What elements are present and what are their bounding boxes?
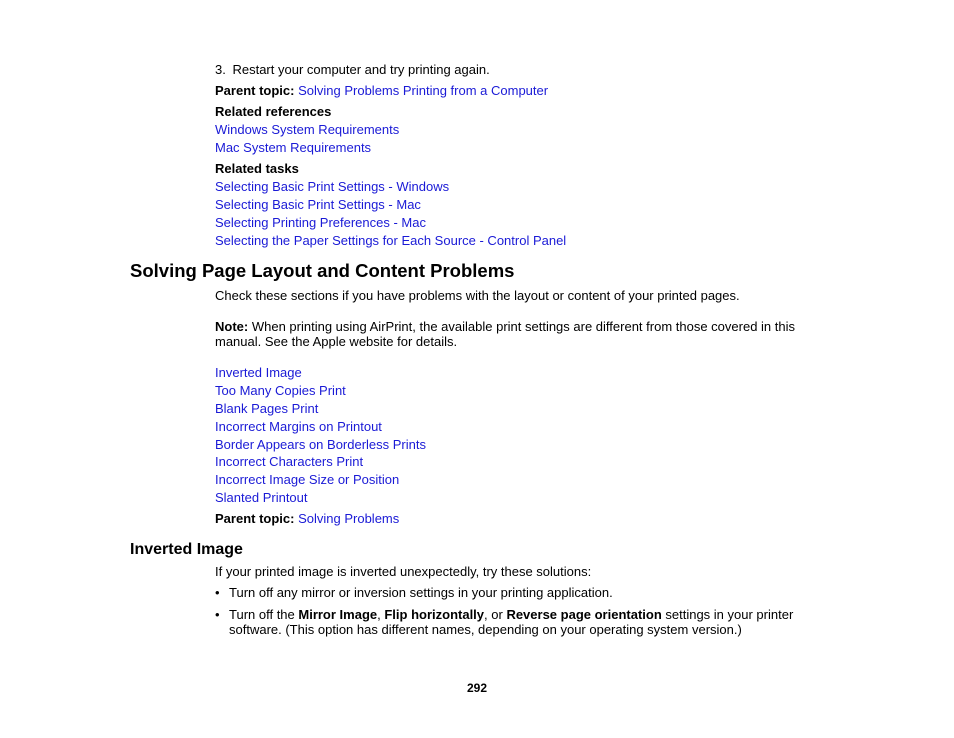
bullet-item <box>215 607 815 637</box>
link-paper-settings-control-panel[interactable]: Selecting the Paper Settings for Each Source - Control Panel <box>215 233 567 248</box>
link-slanted-printout[interactable]: Slanted Printout <box>215 490 308 505</box>
link-mac-system-requirements[interactable]: Mac System Requirements <box>215 140 372 155</box>
bullet-text <box>229 607 815 637</box>
parent-topic-label: Parent topic: <box>215 511 295 526</box>
link-windows-system-requirements[interactable]: Windows System Requirements <box>215 122 400 137</box>
mirror-image-term: Mirror Image <box>298 607 378 622</box>
bullet-item <box>215 585 815 600</box>
bullet-text-part: settings in your printer <box>661 607 794 622</box>
bullet-text-line2: software. (This option has different names, depending on your operating system version.) <box>229 622 742 637</box>
note-label: Note: <box>215 319 249 334</box>
step-number: 3. <box>215 62 226 77</box>
flip-horizontally-term: Flip horizontally <box>384 607 485 622</box>
link-inverted-image[interactable]: Inverted Image <box>215 365 302 380</box>
subsection-title: Inverted Image <box>130 541 243 558</box>
note-text-line2: manual. See the Apple website for details. <box>215 334 458 349</box>
link-incorrect-characters[interactable]: Incorrect Characters Print <box>215 454 364 469</box>
reverse-page-orientation-term: Reverse page orientation <box>506 607 662 622</box>
section-intro: Check these sections if you have problems with the layout or content of your printed pages. <box>215 288 740 303</box>
parent-topic-link[interactable]: Solving Problems Printing from a Computer <box>298 83 549 98</box>
link-basic-print-settings-mac[interactable]: Selecting Basic Print Settings - Mac <box>215 197 421 212</box>
step-item <box>215 62 490 78</box>
parent-topic-link[interactable]: Solving Problems <box>298 511 400 526</box>
link-basic-print-settings-windows[interactable]: Selecting Basic Print Settings - Windows <box>215 179 450 194</box>
bullet-text-part: , or <box>484 607 507 622</box>
link-printing-preferences-mac[interactable]: Selecting Printing Preferences - Mac <box>215 215 426 230</box>
note-block <box>215 319 815 349</box>
link-incorrect-image-size[interactable]: Incorrect Image Size or Position <box>215 472 400 487</box>
parent-topic-2 <box>215 511 399 527</box>
subsection-intro: If your printed image is inverted unexpectedly, try these solutions: <box>215 564 592 579</box>
parent-topic-label: Parent topic: <box>215 83 295 98</box>
bullet-marker: • <box>215 607 220 622</box>
section-title: Solving Page Layout and Content Problems <box>130 260 515 281</box>
bullet-marker: • <box>215 585 220 600</box>
related-tasks-heading: Related tasks <box>215 161 299 176</box>
link-blank-pages[interactable]: Blank Pages Print <box>215 401 319 416</box>
related-references-heading: Related references <box>215 104 332 119</box>
step-text: Restart your computer and try printing again. <box>232 62 490 77</box>
link-too-many-copies[interactable]: Too Many Copies Print <box>215 383 346 398</box>
bullet-text: Turn off any mirror or inversion settings in your printing application. <box>229 585 613 600</box>
bullet-text-part: Turn off the <box>229 607 299 622</box>
page-number: 292 <box>466 681 488 695</box>
link-incorrect-margins[interactable]: Incorrect Margins on Printout <box>215 419 382 434</box>
parent-topic <box>215 83 548 99</box>
note-text-line1: When printing using AirPrint, the available print settings are different from those covered in this <box>251 319 795 334</box>
link-border-borderless[interactable]: Border Appears on Borderless Prints <box>215 437 426 452</box>
bullet-text-part: , <box>377 607 385 622</box>
